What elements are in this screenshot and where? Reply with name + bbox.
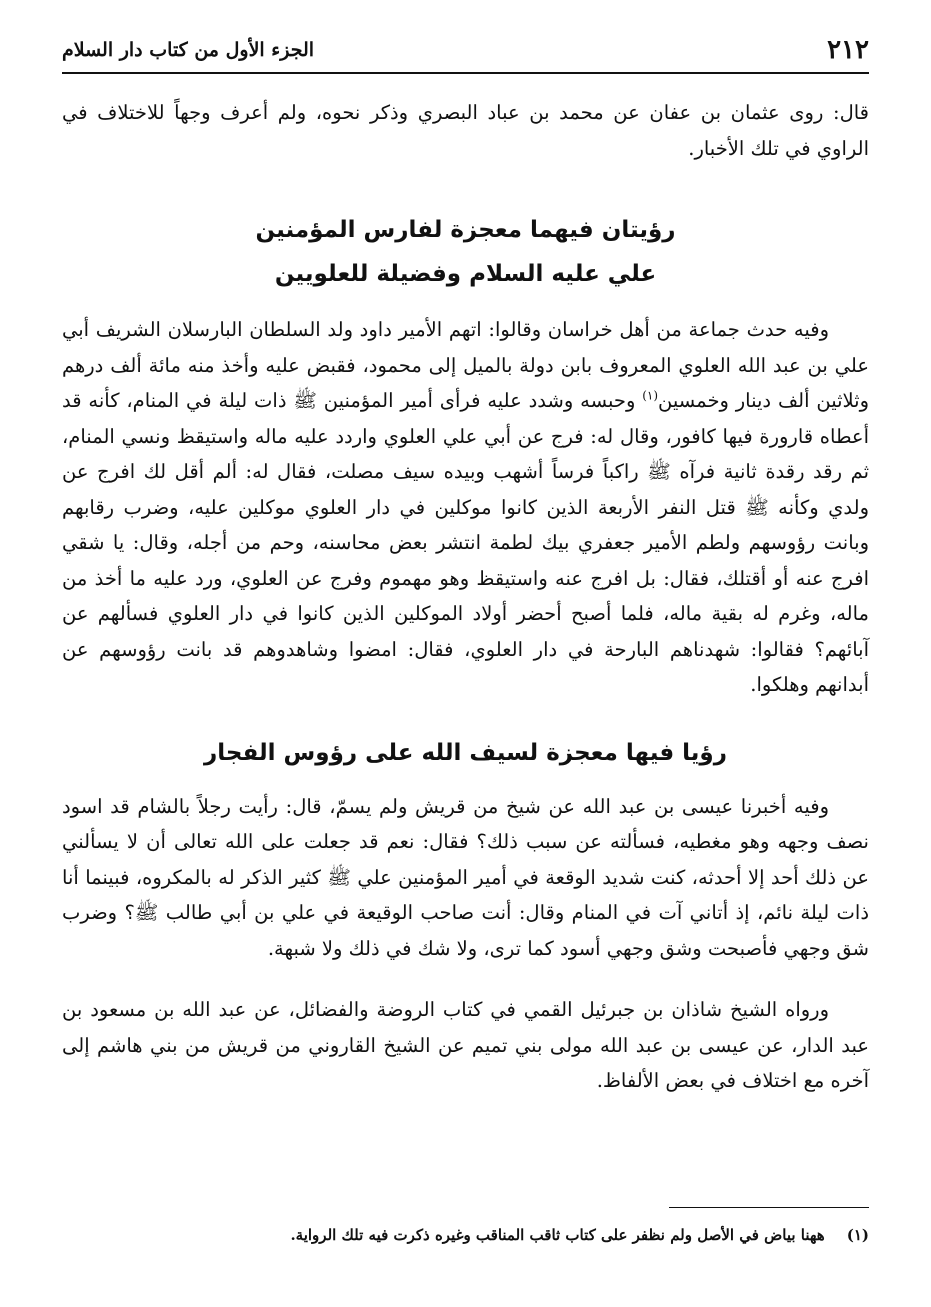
footnote-divider xyxy=(669,1207,869,1208)
running-title: الجزء الأول من كتاب دار السلام xyxy=(62,39,315,61)
section-heading-2 xyxy=(62,731,869,775)
section-1-paragraph xyxy=(62,312,869,703)
footnote-number: (١) xyxy=(846,1226,869,1244)
page-number: ٢١٢ xyxy=(827,35,869,65)
page-body xyxy=(62,95,869,1099)
intro-paragraph: قال: روى عثمان بن عفان عن محمد بن عباد البصري وذكر نحوه، ولم أعرف وجهاً للاختلاف في الراوي في تلك الأخبار. xyxy=(62,101,869,160)
paragraph-gap xyxy=(62,966,869,992)
section-2-paragraph-1: وفيه أخبرنا عيسى بن عبد الله عن شيخ من قريش ولم يسمّ، قال: رأيت رجلاً بالشام قد اسود نصف وجهه وهو مغطيه، فسألته عن سبب ذلك؟ فقال: نعم قد جعلت على الله تعالى أن لا يسألني عن ذلك أحد إلا أحدثه، كنت شديد الوقعة في أمير المؤمنين علي ﷺ كثير الذكر له بالمكروه، فبينما أنا ذات ليلة نائم، إذ أتاني آت في المنام وقال: أنت صاحب الوقيعة في علي بن أبي طالب ﷺ؟ وضرب شق وجهي فأصبحت وشق وجهي أسود كما ترى، ولا شك في ذلك ولا شبهة. xyxy=(62,794,869,960)
section-heading-2-title: رؤيا فيها معجزة لسيف الله على رؤوس الفجار xyxy=(204,739,727,766)
footnote xyxy=(62,1222,869,1248)
section-heading-1 xyxy=(62,208,869,296)
section-2-paragraph-2: ورواه الشيخ شاذان بن جبرئيل القمي في كتاب الروضة والفضائل، عن عبد الله بن مسعود بن عبد الدار، عن عيسى بن عبد الله مولى بني تميم عن الشيخ القاروني من قريش من بني هاشم إلى آخره مع اختلاف في بعض الألفاظ. xyxy=(62,998,869,1092)
section-1-paragraph-part-2: وحبسه وشدد عليه فرأى أمير المؤمنين ﷺ ذات ليلة في المنام، كأنه قد أعطاه قارورة فيها كافور، وقال له: فرج عن أبي علي العلوي واردد عليه ماله واستيقظ ونسي المنام، ثم رقد رقدة ثانية فرآه ﷺ راكباً فرساً أشهب وبيده سيف مصلت، فقال له: ألم أقل لك افرج عن ولدي وكأنه ﷺ قتل النفر الأربعة الذين كانوا موكلين في دار العلوي موكلين عليه، وضرب رقابهم وبانت رؤوسهم ولطم الأمير جعفري بيك لطمة انتشر بعض محاسنه، وحم من أجله، وقال: يا شقي افرج عنه أو أقتلك، فقال: بل افرج عنه واستيقظ وهو مهموم وفرج عن العلوي، ورد عليه ما أخذ من ماله، وغرم له بقية ماله، فلما أصبح أحضر أولاد الموكلين الذين كانوا في دار العلوي فسألهم عن آبائهم؟ فقالوا: شهدناهم البارحة في دار العلوي، فقال: امضوا وشاهدوهم قد بانت رؤوسهم عن أبدانهم وهلكوا. xyxy=(62,389,869,696)
section-heading-1-line-1: رؤيتان فيهما معجزة لفارس المؤمنين xyxy=(255,217,676,243)
footnote-text: ههنا بياض في الأصل ولم نظفر على كتاب ثاقب المناقب وغيره ذكرت فيه تلك الرواية. xyxy=(290,1226,825,1244)
section-heading-1-line-2: علي عليه السلام وفضيلة للعلويين xyxy=(274,261,657,287)
section-1-paragraph-part-1: وفيه حدث جماعة من أهل خراسان وقالوا: اتهم الأمير داود ولد السلطان البارسلان الشريف أبي علي بن عبد الله العلوي المعروف بابن دولة بالميل إلى محمود، فقبض عليه وأخذ منه مائة ألف درهم وثلاثين ألف دينار وخمسين xyxy=(62,318,869,412)
page-header xyxy=(62,28,869,74)
footnote-reference: (١) xyxy=(642,388,659,403)
